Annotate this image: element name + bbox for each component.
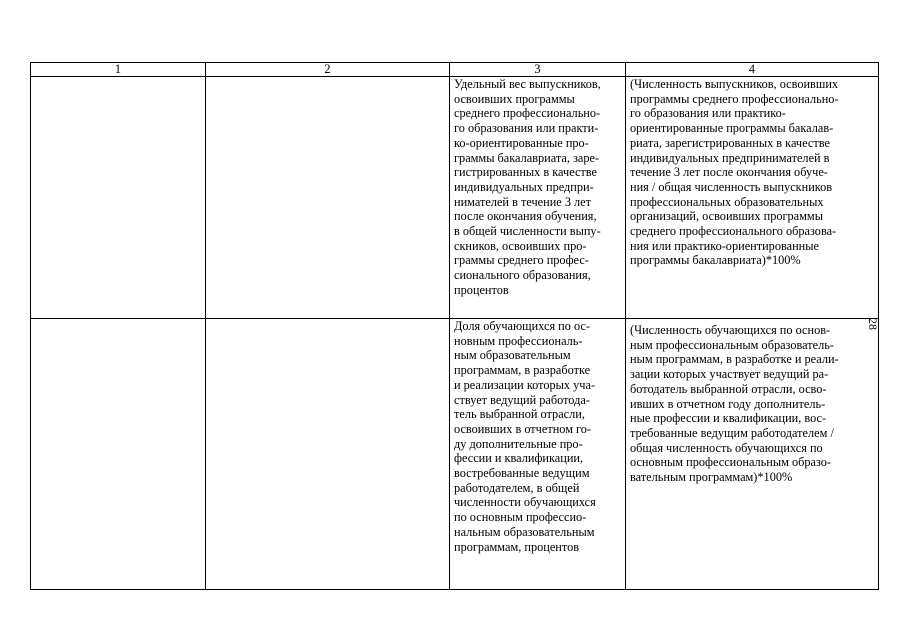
cell-text-line: работодателем, в общей — [454, 480, 580, 495]
cell-text-line: индивидуальных предпринимателей в — [630, 150, 830, 165]
table-row — [31, 319, 879, 590]
cell-text-line: востребованные ведущим — [454, 466, 590, 481]
cell-text-line: общая численность обучающихся по — [630, 440, 823, 455]
document-table — [30, 62, 879, 590]
cell-text-line: граммы бакалавриата, заре- — [454, 150, 600, 165]
cell-text-line: (Численность выпускников, освоивших — [630, 77, 839, 91]
cell-text-line: скников, освоивших про- — [454, 238, 587, 253]
cell-text-line: профессиональных образовательных — [630, 194, 824, 209]
header-cell-3: 3 — [450, 63, 626, 77]
cell-text-line: ным образовательным — [454, 348, 571, 363]
cell-text-line: основным профессиональным образо- — [630, 455, 832, 470]
row2-col2 — [206, 319, 450, 590]
cell-text-line: го образования или практи- — [454, 121, 599, 136]
cell-text-line: ствует ведущий работода- — [454, 392, 590, 407]
cell-text-line: новным профессиональ- — [454, 333, 583, 348]
cell-text-line: требованные ведущим работодателем / — [630, 425, 834, 440]
row1-col1 — [31, 77, 206, 319]
header-cell-4: 4 — [626, 63, 879, 77]
header-cell-1: 1 — [31, 63, 206, 77]
cell-text-line: организаций, освоивших программы — [630, 209, 823, 224]
indicator-name-cell — [450, 77, 626, 319]
cell-text-line: ботодатель выбранной отрасли, осво- — [630, 381, 827, 396]
cell-text-line: индивидуальных предпри- — [454, 179, 594, 194]
table-header-row — [31, 63, 879, 77]
indicator-name-cell — [450, 319, 626, 590]
cell-text-line: освоивших в отчетном го- — [454, 421, 592, 436]
cell-text-line: нимателей в течение 3 лет — [454, 194, 592, 209]
cell-text-line: освоивших программы — [454, 91, 575, 106]
indicator-formula-cell — [626, 319, 879, 590]
cell-text-line: среднего профессионального образова- — [630, 224, 837, 239]
cell-text-line: Доля обучающихся по ос- — [454, 319, 590, 333]
cell-text-line: ния или практико-ориентированные — [630, 238, 819, 253]
cell-text-line: нальным образовательным — [454, 524, 595, 539]
table-row — [31, 77, 879, 319]
cell-text-line: (Численность обучающихся по основ- — [630, 323, 831, 337]
row2-col1 — [31, 319, 206, 590]
cell-text-line: программам, процентов — [454, 539, 580, 554]
page-number: 28 — [866, 318, 880, 330]
cell-text-line: граммы среднего профес- — [454, 253, 589, 268]
cell-text-line: ивших в отчетном году дополнитель- — [630, 396, 826, 411]
cell-text-line: вательным программам)*100% — [630, 470, 793, 485]
cell-text-line: процентов — [454, 282, 509, 297]
cell-text-line: течение 3 лет после окончания обуче- — [630, 165, 828, 180]
cell-text-line: ным профессиональным образователь- — [630, 337, 834, 352]
cell-text-line: ко-ориентированные про- — [454, 135, 589, 150]
cell-text-line: программы среднего профессионально- — [630, 91, 839, 106]
cell-text-line: программы бакалавриата)*100% — [630, 253, 801, 268]
indicator-formula-cell — [626, 77, 879, 319]
cell-text-line: ориентированные программы бакалав- — [630, 121, 834, 136]
cell-text-line: зации которых участвует ведущий ра- — [630, 367, 829, 382]
cell-text-line: и реализации которых уча- — [454, 377, 596, 392]
cell-text-line: в общей численности выпу- — [454, 224, 601, 239]
cell-text-line: программам, в разработке — [454, 363, 591, 378]
row1-col2 — [206, 77, 450, 319]
cell-text-line: го образования или практико- — [630, 106, 786, 121]
cell-text-line: среднего профессионально- — [454, 106, 601, 121]
cell-text-line: риата, зарегистрированных в качестве — [630, 135, 830, 150]
cell-text-line: ные профессии и квалификации, вос- — [630, 411, 827, 426]
cell-text-line: гистрированных в качестве — [454, 165, 597, 180]
cell-text-line: ным программам, в разработке и реали- — [630, 352, 839, 367]
cell-text-line: тель выбранной отрасли, — [454, 407, 585, 422]
cell-text-line: сионального образования, — [454, 268, 591, 283]
header-cell-2: 2 — [206, 63, 450, 77]
cell-text-line: после окончания обучения, — [454, 209, 597, 224]
cell-text-line: по основным профессио- — [454, 510, 587, 525]
cell-text-line: ду дополнительные про- — [454, 436, 583, 451]
cell-text-line: ния / общая численность выпускников — [630, 179, 833, 194]
cell-text-line: Удельный вес выпускников, — [454, 77, 601, 91]
cell-text-line: фессии и квалификации, — [454, 451, 584, 466]
cell-text-line: численности обучающихся — [454, 495, 596, 510]
